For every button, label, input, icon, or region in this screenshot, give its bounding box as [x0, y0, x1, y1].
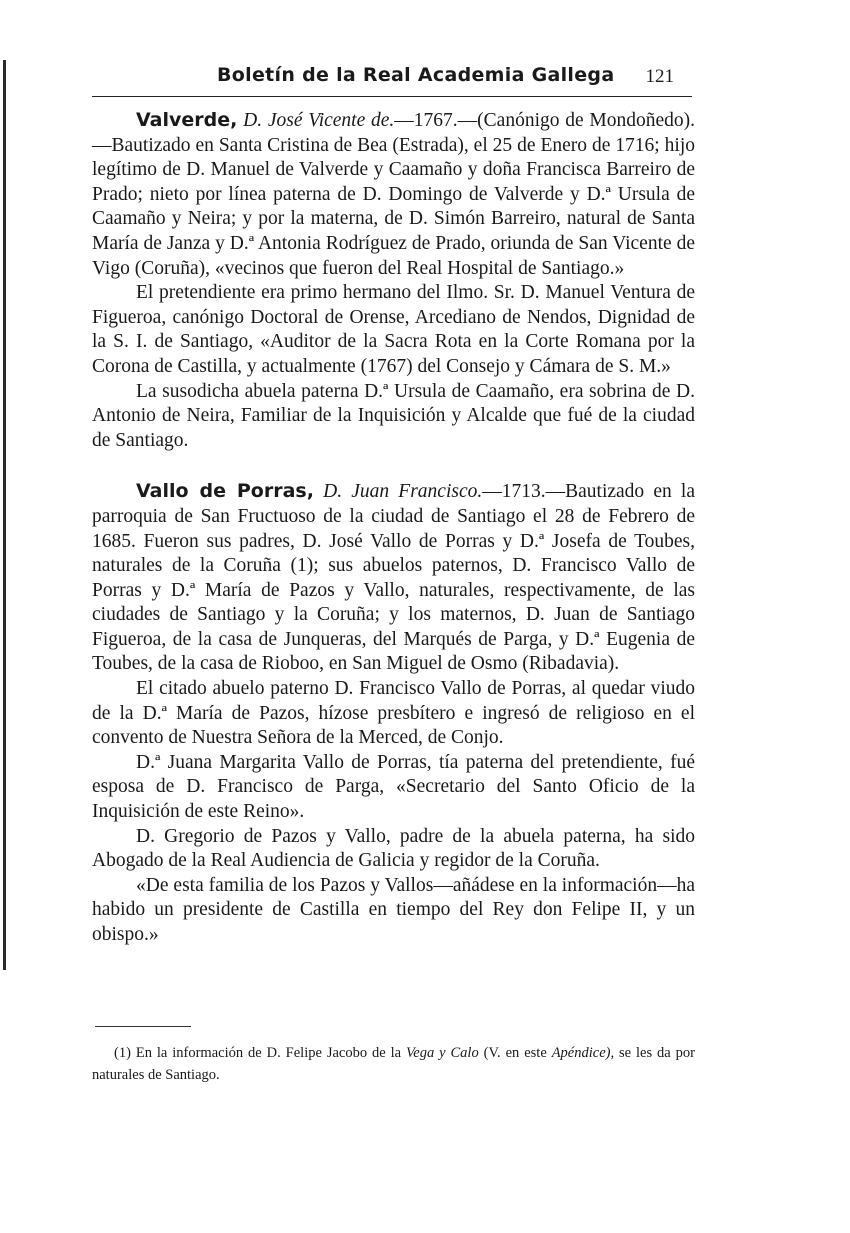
entry-paragraph: «De esta familia de los Pazos y Vallos—añádese en la información—ha habido un presidente de Castilla en tiempo del Rey don Felipe II, y un obispo.» — [92, 874, 695, 945]
running-header — [92, 62, 692, 97]
page-edge-shadow — [3, 60, 6, 970]
footnote-italic: Vega y Calo — [406, 1045, 479, 1061]
footnote-rule — [95, 1026, 191, 1027]
entry-surname: Vallo de Porras, — [136, 480, 314, 503]
entry-valverde — [92, 108, 695, 453]
entry-surname: Valverde, — [136, 109, 238, 131]
entry-paragraph — [92, 479, 695, 677]
entry-text: —1767.—(Canónigo de Mondoñedo).—Bautizado en Santa Cristina de Bea (Estrada), el 25 de Enero de 1716; hijo legítimo de D. Manuel de Valverde y Caamaño y doña Francisca Barreiro de Prado; nieto por línea paterna de D. Domingo de Valverde y D.ª Ursula de Caamaño y Neira; y por la materna, de D. Simón Barreiro, natural de Santa María de Janza y D.ª Antonia Rodríguez de Prado, oriunda de San Vicente de Vigo (Coruña), «vecinos que fueron del Real Hospital de Santiago.» — [92, 110, 696, 279]
entry-paragraph: El pretendiente era primo hermano del Ilmo. Sr. D. Manuel Ventura de Figueroa, canónigo Doctoral de Orense, Arcediano de Nendos, Dignidad de la S. I. de Santiago, «Auditor de la Sacra Rota en la Corte Romana por la Corona de Castilla, y actualmente (1767) del Consejo y Cámara de S. M.» — [92, 282, 695, 377]
entry-paragraph: El citado abuelo paterno D. Francisco Vallo de Porras, al quedar viudo de la D.ª María de Pazos, hízose presbítero e ingresó de religioso en el convento de Nuestra Señora de la Merced, de Conjo. — [92, 678, 695, 749]
footnote-part: se les da por naturales de Santiago. — [92, 1045, 695, 1083]
entry-paragraph: D. Gregorio de Pazos y Vallo, padre de la abuela paterna, ha sido Abogado de la Real Audiencia de Galicia y regidor de la Coruña. — [92, 825, 695, 872]
page-body — [92, 108, 695, 948]
entry-paragraph: D.ª Juana Margarita Vallo de Porras, tía paterna del pretendiente, fué esposa de D. Francisco de Parga, «Secretario del Santo Oficio de la Inquisición de este Reino». — [92, 751, 695, 823]
page-number: 121 — [645, 66, 674, 87]
entry-given-name: D. Juan Francisco. — [323, 481, 483, 503]
footnote-italic: Apéndice), — [551, 1045, 615, 1061]
entry-text: —1713.—Bautizado en la parroquia de San Fructuoso de la ciudad de Santiago el 28 de Febrero de 1685. Fueron sus padres, D. José Vallo de Porras y D.ª Josefa de Toubes, naturales de la Coruña (1); sus abuelos paternos, D. Francisco Vallo de Porras y D.ª María de Pazos y Vallo, naturales, respectivamente, de las ciudades de Santiago y la Coruña; y los maternos, D. Juan de Santiago Figueroa, de la casa de Junqueras, del Marqués de Parga, y D.ª Eugenia de Toubes, de la casa de Rioboo, en San Miguel de Osmo (Ribadavia). — [92, 481, 695, 675]
journal-title: Boletín de la Real Academia Gallega — [217, 64, 615, 86]
entry-vallo-de-porras — [92, 479, 695, 947]
footnote-part: (1) En la información de D. Felipe Jacobo de la — [114, 1045, 407, 1061]
entry-paragraph: La susodicha abuela paterna D.ª Ursula de Caamaño, era sobrina de D. Antonio de Neira, Familiar de la Inquisición y Alcalde que fué de la ciudad de Santiago. — [92, 380, 695, 451]
entry-paragraph — [92, 108, 695, 281]
footnote-part: (V. en este — [478, 1045, 552, 1061]
footnote — [92, 1042, 695, 1086]
entry-given-name: D. José Vicente de. — [243, 110, 395, 131]
footnote-text — [92, 1042, 695, 1086]
